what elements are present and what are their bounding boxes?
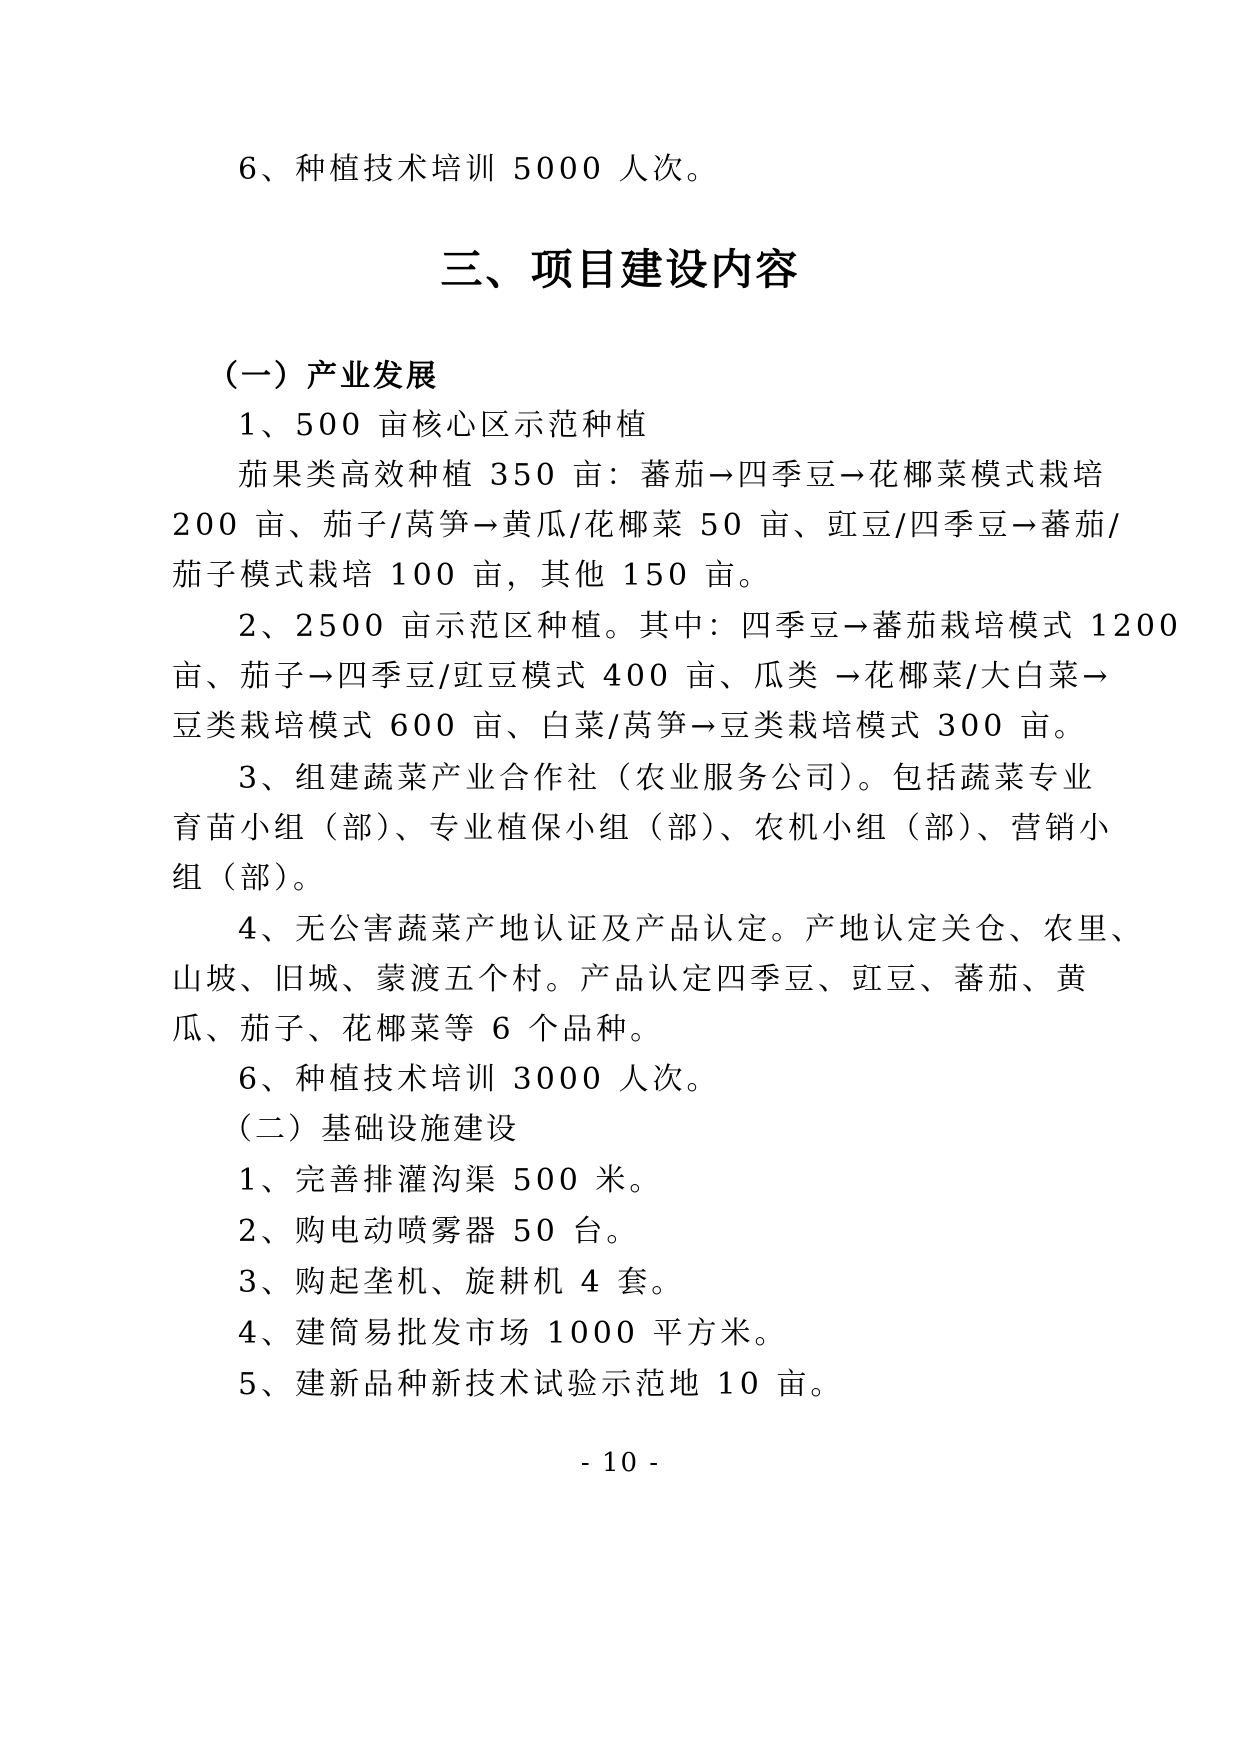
infra-item-4: 4、建简易批发市场 1000 平方米。 [238, 1316, 789, 1351]
page-number: - 10 - [580, 1448, 661, 1478]
item-2-line-1: 2、2500 亩示范区种植。其中：四季豆→蕃茄栽培模式 1200 [238, 609, 1182, 644]
item-2-line-3: 豆类栽培模式 600 亩、白菜/莴笋→豆类栽培模式 300 亩。 [172, 709, 1088, 744]
infra-item-3: 3、购起垄机、旋耕机 4 套。 [238, 1265, 686, 1300]
section-title: 三、项目建设内容 [440, 245, 801, 294]
item-1-para-line-2: 200 亩、茄子/莴笋→黄瓜/花椰菜 50 亩、豇豆/四季豆→蕃茄/ [172, 508, 1123, 543]
item-3-line-1: 3、组建蔬菜产业合作社（农业服务公司）。包括蔬菜专业 [238, 761, 1097, 796]
item-4-line-3: 瓜、茄子、花椰菜等 6 个品种。 [172, 1012, 665, 1047]
infra-item-5: 5、建新品种新技术试验示范地 10 亩。 [238, 1367, 845, 1402]
item-3-line-2: 育苗小组（部）、专业植保小组（部）、农机小组（部）、营销小 [172, 811, 1113, 846]
training-line-top: 6、种植技术培训 5000 人次。 [238, 152, 721, 187]
item-4-line-2: 山坡、旧城、蒙渡五个村。产品认定四季豆、豇豆、蕃茄、黄 [172, 962, 1090, 997]
item-1-para-line-1: 茄果类高效种植 350 亩：蕃茄→四季豆→花椰菜模式栽培 [238, 458, 1107, 493]
item-1-title: 1、500 亩核心区示范种植 [238, 408, 650, 443]
subsection-2-title: （二）基础设施建设 [222, 1112, 519, 1147]
item-2-line-2: 亩、茄子→四季豆/豇豆模式 400 亩、瓜类 →花椰菜/大白菜→ [172, 659, 1112, 694]
infra-item-2: 2、购电动喷雾器 50 台。 [238, 1214, 641, 1249]
infra-item-1: 1、完善排灌沟渠 500 米。 [238, 1163, 664, 1198]
subsection-1-title: （一）产业发展 [208, 359, 439, 394]
item-6-training: 6、种植技术培训 3000 人次。 [238, 1062, 721, 1097]
item-3-line-3: 组（部）。 [172, 861, 327, 896]
item-4-line-1: 4、无公害蔬菜产地认证及产品认定。产地认定关仓、农里、 [238, 912, 1146, 947]
item-1-para-line-3: 茄子模式栽培 100 亩，其他 150 亩。 [172, 558, 773, 593]
